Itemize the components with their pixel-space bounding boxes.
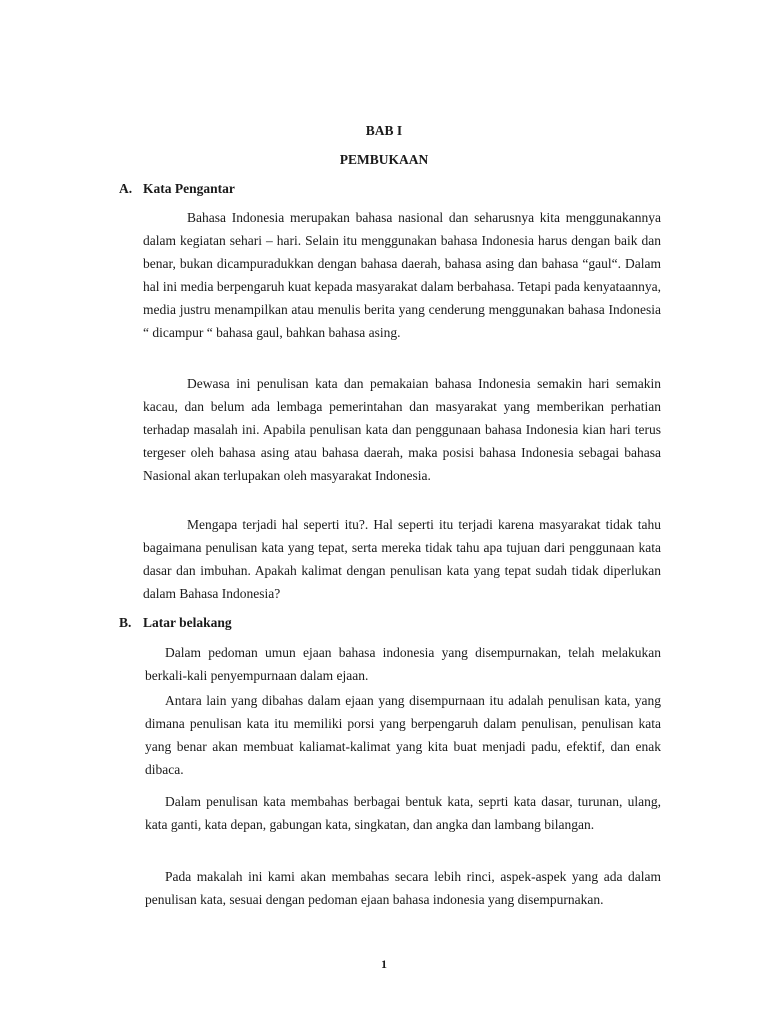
page-number: 1 <box>381 957 387 971</box>
chapter-number: BAB I <box>365 123 403 138</box>
section-b-letter: B. <box>119 615 132 630</box>
section-b-paragraph-1: Dalam pedoman umun ejaan bahasa indonesia yang disempurnakan, telah melakukan berkali-kali penyempurnaan dalam ejaan. <box>145 645 661 683</box>
chapter-title: PEMBUKAAN <box>339 152 429 167</box>
section-b-paragraph-3: Dalam penulisan kata membahas berbagai bentuk kata, seprti kata dasar, turunan, ulang, kata ganti, kata depan, gabungan kata, singkatan, dan angka dan lambang bilangan. <box>145 794 661 832</box>
section-a-title: Kata Pengantar <box>143 181 235 196</box>
section-b-title: Latar belakang <box>143 615 232 630</box>
section-a-paragraph-3: Mengapa terjadi hal seperti itu?. Hal seperti itu terjadi karena masyarakat tidak tahu bagaimana penulisan kata yang tepat, serta mereka tidak tahu apa tujuan dari penggunaan kata dasar dan imbuhan. Apakah kalimat dengan penulisan kata yang tepat sudah tidak diperlukan dalam Bahasa Indonesia? <box>143 517 661 601</box>
section-b-paragraph-2: Antara lain yang dibahas dalam ejaan yang disempurnaan itu adalah penulisan kata, yang dimana penulisan kata itu memiliki porsi yang berpengaruh dalam penulisan, penulisan kata yang benar akan membuat kaliamat-kalimat yang kita buat menjadi padu, efektif, dan enak dibaca. <box>145 693 661 777</box>
section-a-paragraph-2: Dewasa ini penulisan kata dan pemakaian bahasa Indonesia semakin hari semakin kacau, dan belum ada lembaga pemerintahan dan masyarakat yang memberikan perhatian terhadap masalah ini. Apabila penulisan kata dan penggunaan bahasa Indonesia kian hari terus tergeser oleh bahasa asing atau bahasa daerah, maka posisi bahasa Indonesia sebagai bahasa Nasional akan terlupakan oleh masyarakat Indonesia. <box>143 376 661 483</box>
section-b-paragraph-4: Pada makalah ini kami akan membahas secara lebih rinci, aspek-aspek yang ada dalam penulisan kata, sesuai dengan pedoman ejaan bahasa indonesia yang disempurnakan. <box>145 869 661 907</box>
section-a-letter: A. <box>119 181 133 196</box>
section-a-paragraph-1: Bahasa Indonesia merupakan bahasa nasional dan seharusnya kita menggunakannya dalam kegiatan sehari – hari. Selain itu menggunakan bahasa Indonesia harus dengan baik dan benar, bukan dicampuradukkan dengan bahasa daerah, bahasa asing dan bahasa “gaul“. Dalam hal ini media berpengaruh kuat kepada masyarakat dalam berbahasa. Tetapi pada kenyataannya, media justru menampilkan atau menulis berita yang cenderung menggunakan bahasa Indonesia “ dicampur “ bahasa gaul, bahkan bahasa asing. <box>143 210 661 340</box>
